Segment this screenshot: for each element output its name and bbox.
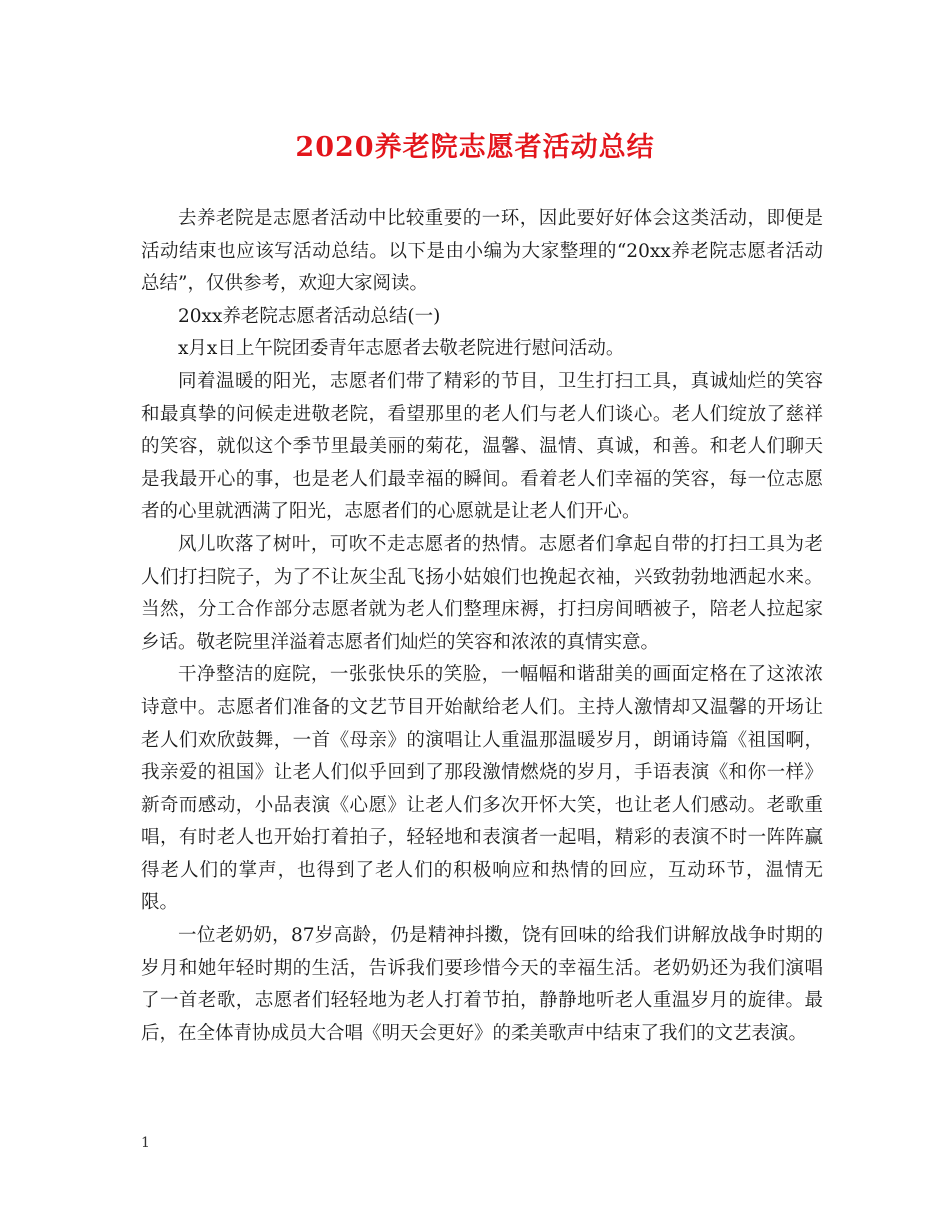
paragraph: x月x日上午院团委青年志愿者去敬老院进行慰问活动。 [178,338,625,360]
page-number: 1 [141,1135,150,1151]
paragraph-intro: 去养老院是志愿者活动中比较重要的一环，因此要好好体会这类活动，即便是活动结束也应该写活动总结。以下是由小编为大家整理的“20xx养老院志愿者活动总结”，仅供参考，欢迎大家阅读。 [141,208,823,295]
paragraph: 风儿吹落了树叶，可吹不走志愿者的热情。志愿者们拿起自带的打扫工具为老人们打扫院子，为了不让灰尘乱飞扬小姑娘们也挽起衣袖，兴致勃勃地洒起水来。当然，分工合作部分志愿者就为老人们整理床褥，打扫房间晒被子，陪老人拉起家乡话。敬老院里洋溢着志愿者们灿烂的笑容和浓浓的真情实意。 [141,533,823,653]
document-title: 2020养老院志愿者活动总结 [295,132,655,163]
document-body [141,203,823,1050]
paragraph: 同着温暖的阳光，志愿者们带了精彩的节目，卫生打扫工具，真诚灿烂的笑容和最真挚的问候走进敬老院，看望那里的老人们与老人们谈心。老人们绽放了慈祥的笑容，就似这个季节里最美丽的菊花，温馨、温情、真诚，和善。和老人们聊天是我最开心的事，也是老人们最幸福的瞬间。看着老人们幸福的笑容，每一位志愿者的心里就洒满了阳光，志愿者们的心愿就是让老人们开心。 [141,370,823,523]
paragraph: 干净整洁的庭院，一张张快乐的笑脸，一幅幅和谐甜美的画面定格在了这浓浓诗意中。志愿者们准备的文艺节目开始献给老人们。主持人激情却又温馨的开场让老人们欢欣鼓舞，一首《母亲》的演唱让人重温那温暖岁月，朗诵诗篇《祖国啊，我亲爱的祖国》让老人们似乎回到了那段激情燃烧的岁月，手语表演《和你一样》新奇而感动，小品表演《心愿》让老人们多次开怀大笑，也让老人们感动。老歌重唱，有时老人也开始打着拍子，轻轻地和表演者一起唱，精彩的表演不时一阵阵赢得老人们的掌声，也得到了老人们的积极响应和热情的回应，互动环节，温情无限。 [141,664,823,914]
section-heading: 20xx养老院志愿者活动总结(一) [178,305,441,327]
paragraph: 一位老奶奶，87岁高龄，仍是精神抖擞，饶有回味的给我们讲解放战争时期的岁月和她年轻时期的生活，告诉我们要珍惜今天的幸福生活。老奶奶还为我们演唱了一首老歌，志愿者们轻轻地为老人打着节拍，静静地听老人重温岁月的旋律。最后，在全体青协成员大合唱《明天会更好》的柔美歌声中结束了我们的文艺表演。 [141,925,823,1044]
